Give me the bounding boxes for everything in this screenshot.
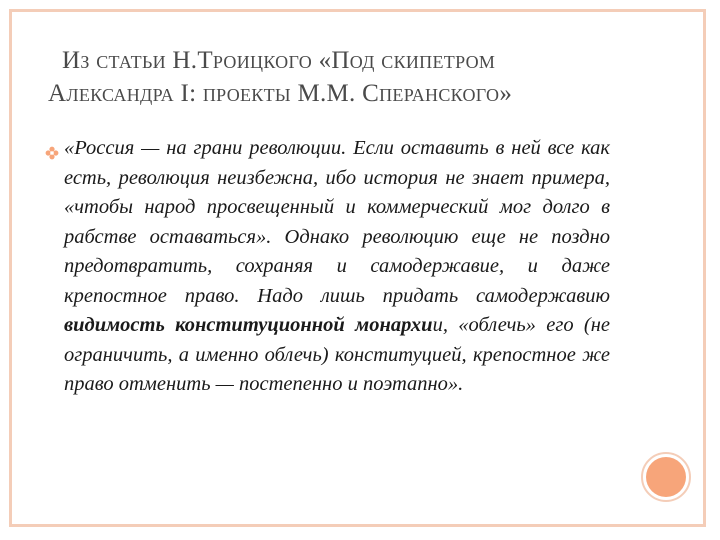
decorative-circle bbox=[646, 457, 686, 497]
quote-bold-phrase: видимость конституционной монархи bbox=[64, 314, 433, 336]
title-line-1: Из статьи Н.Троицкого «Под скипетром bbox=[62, 47, 496, 74]
quote-text-part1: «Россия — на грани революции. Если оставить в ней все как есть, революция неизбежна, ибо история не знает примера, «чтобы народ просвещенный и коммерческий мог долго в рабстве оставаться». Однако революцию еще не поздно предотвратить, сохраняя и самодержавие, и даже крепостное право. Надо лишь придать самодержавию bbox=[64, 137, 610, 307]
slide-title bbox=[48, 44, 662, 110]
quote-paragraph bbox=[64, 134, 610, 400]
flower-bullet-icon bbox=[45, 146, 59, 160]
title-line-2: Александра I: проекты М.М. Сперанского» bbox=[48, 80, 513, 107]
quote-text-part2: и, «облечь» его (не ограничить, а именно облечь) конституцией, крепостное же право отменить — постепенно и поэтапно». bbox=[64, 314, 610, 395]
